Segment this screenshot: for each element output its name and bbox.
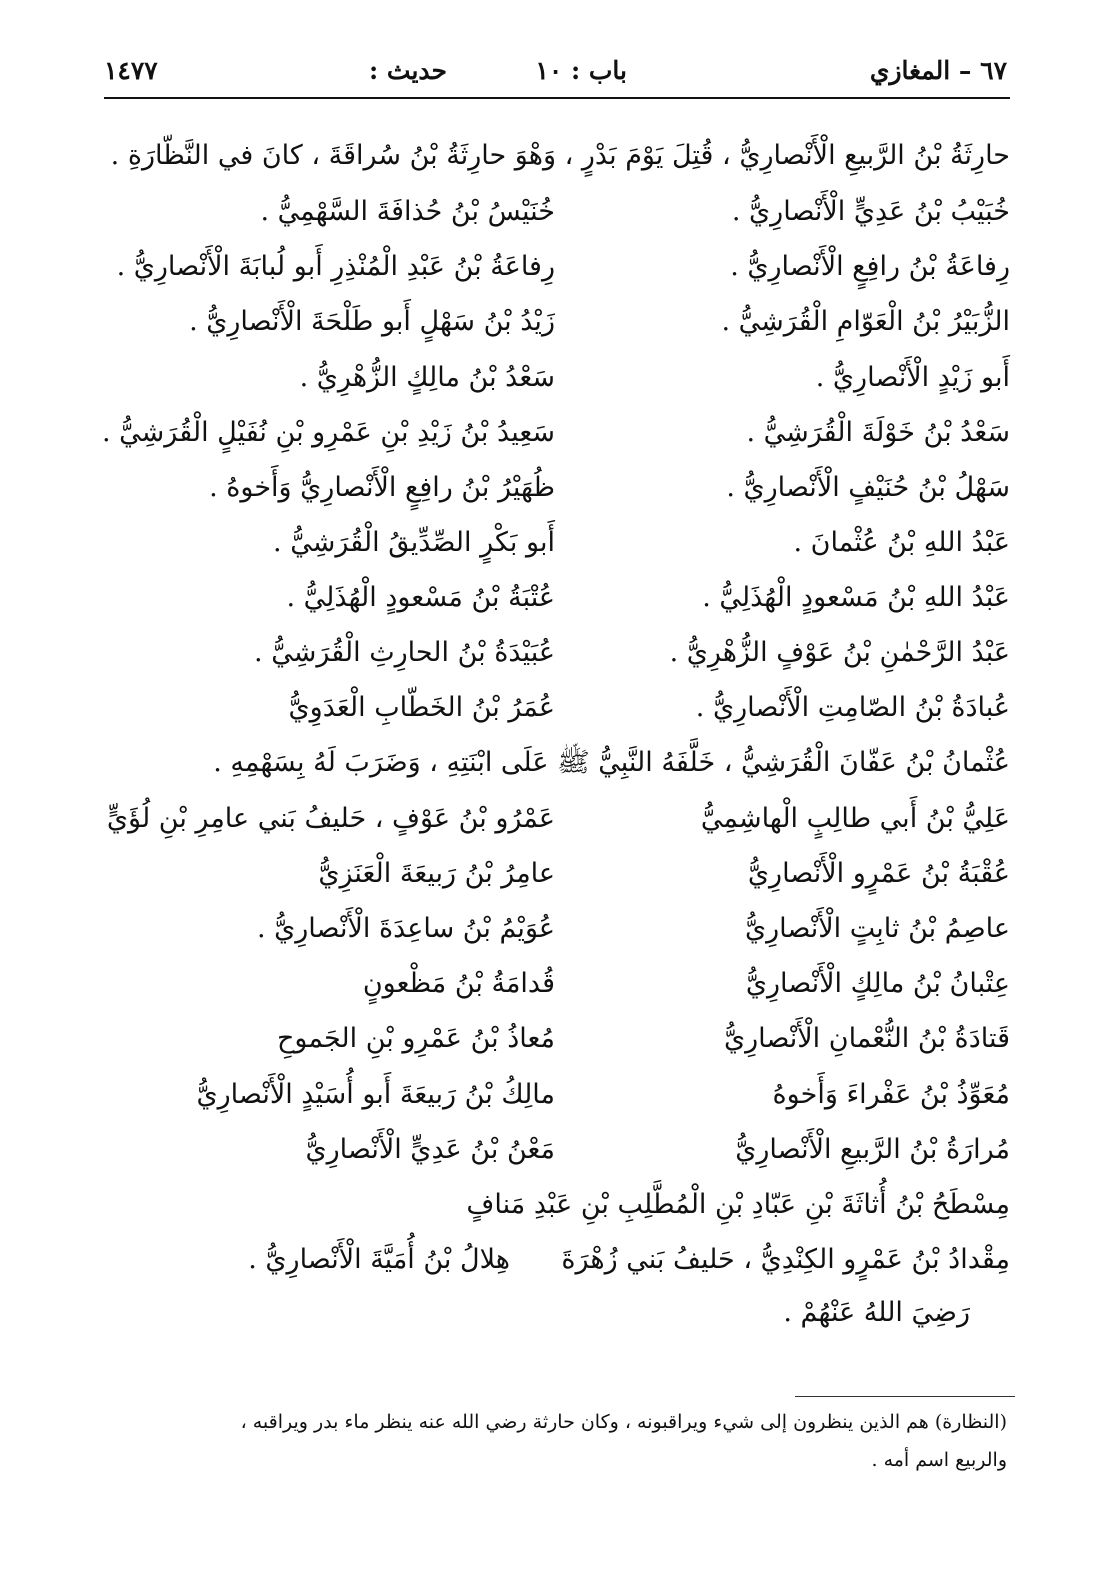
- name-right: مُرارَةُ بْنُ الرَّبيعِ الْأَنْصارِيُّ: [735, 1134, 1010, 1165]
- name-row: [104, 905, 1010, 953]
- mistah-line: مِسْطَحُ بْنُ أُثاثَةَ بْنِ عَبّادِ بْنِ الْمُطَّلِبِ بْنِ عَبْدِ مَنافٍ: [466, 1189, 1010, 1220]
- name-right: عاصِمُ بْنُ ثابِتٍ الْأَنْصارِيُّ: [744, 913, 1010, 944]
- name-row: [104, 298, 1010, 346]
- name-left: سَعِيدُ بْنُ زَيْدِ بْنِ عَمْرِو بْنِ نُفَيْلٍ الْقُرَشِيُّ .: [102, 417, 555, 448]
- name-row: [104, 795, 1010, 843]
- name-right: عَلِيُّ بْنُ أَبي طالِبٍ الْهاشِمِيُّ: [700, 803, 1010, 834]
- name-right: رِفاعَةُ بْنُ رافِعٍ الْأَنْصارِيُّ .: [730, 251, 1010, 282]
- name-row: [104, 1126, 1010, 1174]
- name-right: سَعْدُ بْنُ خَوْلَةَ الْقُرَشِيُّ .: [746, 417, 1010, 448]
- name-right: عِتْبانُ بْنُ مالِكٍ الْأَنْصارِيُّ: [745, 968, 1010, 999]
- book-title: ٦٧ – المغازي: [869, 56, 1007, 85]
- name-left: خُنَيْسُ بْنُ حُذافَةَ السَّهْمِيُّ .: [260, 196, 555, 227]
- name-row: [104, 1071, 1010, 1119]
- name-right: مُعَوِّذُ بْنُ عَفْراءَ وَأَخوهُ: [772, 1079, 1010, 1110]
- name-left: قُدامَةُ بْنُ مَظْعونٍ: [362, 968, 555, 999]
- name-right: قَتادَةُ بْنُ النُّعْمانِ الْأَنْصارِيُّ: [723, 1023, 1010, 1054]
- name-row: [104, 519, 1010, 567]
- name-right: عَبْدُ الرَّحْمٰنِ بْنُ عَوْفٍ الزُّهْرِيُّ .: [669, 637, 1010, 668]
- hadith-label: حديث :: [368, 56, 447, 85]
- name-right: عُقْبَةُ بْنُ عَمْرٍو الْأَنْصارِيُّ: [747, 858, 1010, 889]
- name-left: ظُهَيْرُ بْنُ رافِعٍ الْأَنْصارِيُّ وَأَخوهُ .: [209, 472, 555, 503]
- name-row: [104, 1236, 1010, 1284]
- name-row: [104, 243, 1010, 291]
- name-row: [104, 188, 1010, 236]
- page-number: ١٤٧٧: [104, 56, 158, 85]
- hilal-name: هِلالُ بْنُ أُمَيَّةَ الْأَنْصارِيُّ .: [248, 1244, 510, 1275]
- name-left: عَمْرُو بْنُ عَوْفٍ ، حَليفُ بَني عامِرِ بْنِ لُؤَيٍّ: [106, 803, 555, 834]
- name-row: [104, 354, 1010, 402]
- name-right: خُبَيْبُ بْنُ عَدِيٍّ الْأَنْصارِيُّ .: [731, 196, 1010, 227]
- name-row: [104, 1015, 1010, 1063]
- miqdad-name: مِقْدادُ بْنُ عَمْرٍو الكِنْدِيُّ ، حَليفُ بَني زُهْرَةَ: [561, 1244, 1010, 1275]
- name-right: أَبو زَيْدٍ الْأَنْصارِيُّ .: [815, 362, 1010, 393]
- name-left: أَبو بَكْرٍ الصِّدِّيقُ الْقُرَشِيُّ .: [273, 527, 555, 558]
- closing-line: رَضِيَ اللهُ عَنْهُمْ .: [783, 1297, 970, 1328]
- name-right: عَبْدُ اللهِ بْنُ مَسْعودٍ الْهُذَلِيُّ .: [702, 582, 1010, 613]
- name-row: [104, 464, 1010, 512]
- page-header: [104, 48, 1007, 94]
- footnote-line: (النظارة) هم الذين ينظرون إلى شيء ويراقبونه ، وكان حارثة رضي الله عنه ينظر ماء بدر ويراقبه ،: [240, 1411, 1007, 1433]
- name-row: [104, 960, 1010, 1008]
- name-right: عُبادَةُ بْنُ الصّامِتِ الْأَنْصارِيُّ .: [695, 692, 1010, 723]
- header-rule: [104, 97, 1010, 99]
- name-right: الزُّبَيْرُ بْنُ الْعَوّامِ الْقُرَشِيُّ .: [721, 306, 1010, 337]
- name-left: عُتْبَةُ بْنُ مَسْعودٍ الْهُذَلِيُّ .: [286, 582, 555, 613]
- text-line: [104, 1181, 1010, 1229]
- name-left: عامِرُ بْنُ رَبيعَةَ الْعَنَزِيُّ: [318, 858, 555, 889]
- name-row: [104, 850, 1010, 898]
- name-left: رِفاعَةُ بْنُ عَبْدِ الْمُنْذِرِ أَبو لُبابَةَ الْأَنْصارِيُّ .: [116, 251, 555, 282]
- chapter-number: باب : ١٠: [535, 56, 627, 85]
- name-left: عُبَيْدَةُ بْنُ الحارِثِ الْقُرَشِيُّ .: [254, 637, 555, 668]
- name-row: [104, 684, 1010, 732]
- name-left: مالِكُ بْنُ رَبيعَةَ أَبو أُسَيْدٍ الْأَنْصارِيُّ: [196, 1079, 555, 1110]
- text-line: [104, 1289, 1010, 1337]
- name-left: مَعْنُ بْنُ عَدِيٍّ الْأَنْصارِيُّ: [305, 1134, 555, 1165]
- name-left: عُمَرُ بْنُ الخَطّابِ الْعَدَوِيُّ: [288, 692, 555, 723]
- name-left: عُوَيْمُ بْنُ ساعِدَةَ الْأَنْصارِيُّ .: [256, 913, 555, 944]
- name-left: سَعْدُ بْنُ مالِكٍ الزُّهْرِيُّ .: [299, 362, 555, 393]
- footnote-line: والربيع اسم أمه .: [871, 1449, 1007, 1471]
- name-left: زَيْدُ بْنُ سَهْلٍ أَبو طَلْحَةَ الْأَنْصارِيُّ .: [189, 306, 555, 337]
- name-row: [104, 629, 1010, 677]
- text-line: [104, 132, 1010, 180]
- name-right: سَهْلُ بْنُ حُنَيْفٍ الْأَنْصارِيُّ .: [726, 472, 1010, 503]
- name-left: مُعاذُ بْنُ عَمْرِو بْنِ الجَموحِ: [276, 1023, 555, 1054]
- uthman-line: عُثْمانُ بْنُ عَفّانَ الْقُرَشِيُّ ، خَلَّفَهُ النَّبِيُّ ﷺ عَلَى ابْنَتِهِ ، وَضَرَبَ لَهُ بِسَهْمِهِ .: [213, 747, 1010, 778]
- name-right: عَبْدُ اللهِ بْنُ عُثْمانَ .: [793, 527, 1010, 558]
- haritha-line: حارِثَةُ بْنُ الرَّبيعِ الْأَنْصارِيُّ ، قُتِلَ يَوْمَ بَدْرٍ ، وَهْوَ حارِثَةُ بْنُ سُراقَةَ ، كانَ في النَّظّارَةِ .: [110, 140, 1010, 171]
- footnote-rule: [795, 1396, 1015, 1397]
- name-row: [104, 409, 1010, 457]
- text-line: [104, 739, 1010, 787]
- name-row: [104, 574, 1010, 622]
